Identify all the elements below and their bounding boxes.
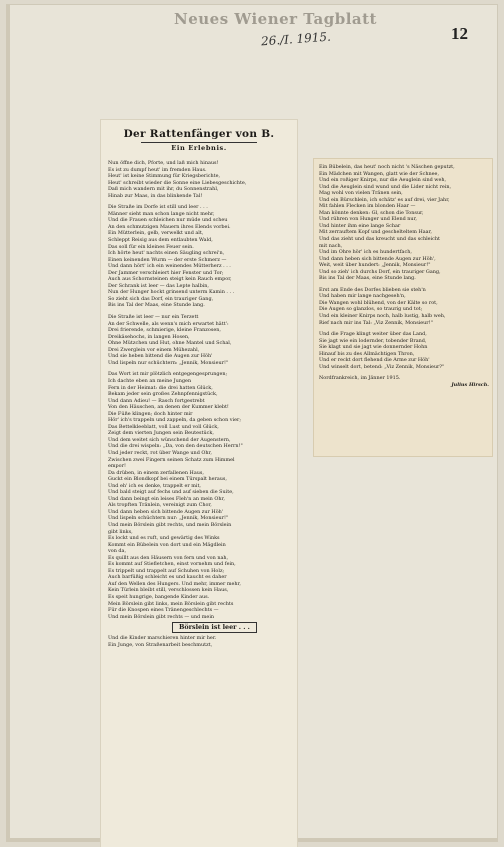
poem-line: Und ein roßiger Knirps, nur die Aeuglein sind weh, — [319, 177, 447, 184]
page-left-edge — [6, 4, 10, 842]
poem-line: Zeigt dem vierten Jungen sein Beutestück, — [108, 430, 214, 437]
poem-line: Mit fahlen Flecken im blonden Haar — — [319, 203, 416, 210]
poem-line: von da, — [108, 548, 127, 555]
poem-line: Und dann beingt ein leises Fleh'n an mein Ohr, — [108, 495, 225, 502]
poem-line: Und dann heben sich bittende Augen zur Höh', — [319, 255, 436, 262]
poem-line: Und eh' ich es denke, trappelt er mit, — [108, 482, 201, 489]
poem-line: Und dem weitet sich wünschend der Augenstern, — [108, 436, 231, 443]
poem-line: Ich dachte eben an meine Jungen — [108, 377, 192, 384]
poem-line: Und rühren von Hunger und Elend nur, — [319, 216, 417, 223]
poem-line: Und bald steigt auf fechs und auf sieben die Suite, — [108, 489, 234, 496]
poem-line: Und im Ohre hör' ich es hundertfach, — [319, 249, 412, 256]
poem-line: Und das zieht und das kreucht und das schleicht — [319, 236, 440, 243]
poem-line: Und dann hört' ich ein weinendes Mütterherz . . . — [108, 263, 231, 270]
poem-line: Erst am Ende des Dorfes blieben sie steh'n — [319, 286, 426, 293]
handwritten-date: 26./I. 1915. — [260, 29, 332, 49]
poem-line: Es lockt und es ruft, und gewärtig des Winks — [108, 535, 220, 542]
poem-line: Und lispeln nur schüchtern: „Jennik, Monsieur!" — [108, 359, 229, 366]
poem-line: Die Straße im Dorfe ist still und leer . . . — [108, 204, 208, 211]
poem-line: Fern in der Heimat: die drei hatten Glück, — [108, 384, 213, 391]
poem-line: Und sie heben bittend die Augen zur Höh' — [108, 353, 213, 360]
clipping-right — [314, 159, 492, 456]
poem-line: Sie klagt und sie jagt wie donnernder Hohn — [319, 344, 428, 351]
poem-line: Und ein kleiner Knirps noch, halb lustig, halb weh, — [319, 313, 446, 320]
poem-line: Und lispeln schüchtern nur: „Jennik, Monsieur!" — [108, 515, 229, 522]
poem-line: Es speit hungrige, bangende Kinder aus. — [108, 594, 210, 600]
poem-line: Bis ins Tal der Maas, eine Stunde lang. — [108, 302, 205, 309]
poem-line: Bis ins Tal der Maas, eine Stunde lang. — [319, 275, 416, 282]
poem-line: Der Jammer verschleiert hier Fenster und Tor; — [108, 269, 224, 276]
poem-line: Und haben mir lange nachgeseh'n, — [319, 293, 406, 300]
place-date-line: Nordfrankreich, im Jänner 1915. — [319, 375, 401, 382]
poem-line: Da drüben, in einem zerfallenen Haus, — [108, 469, 204, 476]
poem-line: Bekam jeder sein großes Zehnpfennigstück, — [108, 391, 218, 398]
author-signature: Julius Hirsch. — [451, 381, 489, 388]
poem-line: Heut' schreibt wieder die Sonne eine Liebesgeschichte, — [108, 179, 247, 186]
poem-line: Daß mich wandern mit ihr, du Sonnenstrahl, — [108, 186, 219, 193]
poem-line: Ein Mütterlein, gelb, verwelkt und alt, — [108, 230, 204, 237]
clipping-left — [101, 120, 297, 847]
poem-line: Und die Frauen schleichen nur müde und scheu — [108, 217, 228, 224]
poem-line: Und jeder reckt, rot über Wange und Ohr, — [108, 449, 212, 456]
poem-line: Ein Mädchen mit Wangen, glatt wie der Schnee, — [319, 170, 439, 177]
poem-line: Und er reckt dort flehend die Arme zur Höh' — [319, 357, 430, 364]
poem-line: Und die Kinder marschieren hinter mir her. — [108, 635, 217, 642]
poem-line: Auch barfüßig schleicht es und kaucht es daher — [108, 574, 227, 581]
poem-line: Die Augen so glanzlos, so traurig und tot; — [319, 306, 423, 313]
poem-line: Und die Aeuglein sind wund und die Lider nicht rein, — [319, 183, 452, 190]
poem-line: Dreikäsehochs, in langen Hosen, — [108, 333, 190, 340]
poem-line: Drei frierende, schmierige, kleine Franzosen, — [108, 327, 221, 334]
poem-line: Als tropften Tränlein, vereinigt zum Chor, — [108, 502, 212, 509]
title-rule — [141, 142, 257, 143]
poem-line: Der Schrank ist leer — das Lepte halbin, — [108, 282, 209, 289]
poem-line: Das Bettelkleeblatt, voll Lust und voll Glück, — [108, 423, 219, 430]
poem-line: Kein Türlein bleibt still, verschlossen kein Haus, — [108, 587, 229, 594]
poem-line: Und dann Adieu! — Rasch fortgestrebt — [108, 397, 205, 404]
poem-line: empor! — [108, 463, 126, 470]
poem-right-column — [319, 164, 489, 389]
poem-line: Weit, weit über hundert: „Jennik, Monsieur!" — [319, 262, 431, 269]
poem-line: Heut' ist keine Stimmung für Kriegsberichte, — [108, 173, 221, 180]
poem-line: Und die drei wispeln: „Da, von den deutschen Herrn!" — [108, 443, 243, 450]
poem-line: Von den Häuschen, an denen der Kummer klebt! — [108, 404, 229, 411]
poem-line: Und dann heben sich bittende Augen zur Höh' — [108, 508, 224, 515]
poem-line: Und ein Bürschlein, ich schätz' es auf drei, vier Jahr, — [319, 196, 450, 203]
poem-line: Die Füße klingen; doch hinter mir — [108, 410, 193, 417]
poem-line: Und die Frage klingt weiter über das Land, — [319, 331, 427, 338]
poem-line: So zieht sich das Dorf, ein trauriger Gang, — [108, 295, 214, 302]
poem-line: Ein Junge, von Straßenarbeit beschmutzt, — [108, 641, 213, 648]
poem-line: Auch aus Schornsteinen steigt kein Rauch empor, — [108, 276, 232, 283]
article-title: Der Rattenfänger von B. — [123, 128, 275, 140]
poem-line: Einen keinenden Wurm — der erste Schmerz — — [108, 256, 227, 263]
newspaper-masthead: Neues Wiener Tagblatt — [174, 10, 377, 28]
poem-line: gibt links, — [108, 528, 133, 535]
poem-line: Guckt ein Blondkopf bei einem Türspalt heraus, — [108, 476, 227, 483]
poem-line: Hinab zur Maas, in das blinkende Tal! — [108, 192, 203, 199]
poem-line: Es ist zu dumpf heut' im fremden Haus. — [108, 166, 207, 173]
poem-line: Es quillt aus den Häusern von fern und von nah, — [108, 554, 229, 561]
poem-line: Mag wohl von vielen Tränen sein, — [319, 190, 403, 197]
poem-line: An den schmutzigen Mauern ihres Elends vorbei. — [108, 223, 231, 230]
poem-line: Und winselt dort, betend: „Viz Zennik, Monsieur?" — [319, 363, 445, 370]
poem-line: Ein Bübelein, das heut' noch nicht 's Näschen geputzt, — [319, 164, 455, 170]
poem-line: Nun öffne dich, Pforte, und laß mich hinaus! — [108, 160, 219, 166]
poem-line: Mit zerrauftem Kopf und geschelteltem Haar, — [319, 229, 432, 236]
poem-line: Und so zieh' ich durchs Dorf, ein trauriger Gang, — [319, 268, 441, 275]
poem-line: Zwischen zwei Fingern seinen Schatz zum Himmel — [108, 456, 235, 463]
poem-line: Und hinter ihm eine lange Schar — [319, 222, 401, 229]
poem-line: Ohne Mützchen und Hut, ohne Mantel und Schal, — [108, 340, 232, 347]
poem-line: Das soll für ein kleines Feuer sein. — [108, 243, 194, 250]
article-subtitle: Ein Erlebnis. — [171, 144, 227, 152]
boxed-refrain: Börslein ist leer . . . — [172, 622, 257, 633]
poem-left-column — [108, 160, 292, 648]
poem-line: Mein Börslein gibt links, mein Börslein gibt rechts — [108, 600, 234, 607]
poem-line: Es trippelt und trappelt auf Schuhen von Holz; — [108, 567, 225, 574]
poem-line: Das Wort ist mir plötzlich entgegengesprungen; — [108, 371, 228, 378]
poem-line: Auf den Wellen des Hungers. Und mehr, immer mehr, — [108, 580, 241, 587]
archive-page — [6, 4, 498, 842]
poem-line: Es kommt auf Stiefletchen, einst vornehm und fein, — [108, 561, 236, 568]
poem-line: Schleppt Reisig aus dem entlaubten Wald, — [108, 237, 213, 244]
page-number: 12 — [451, 24, 468, 43]
poem-line: Hinauf bis zu des Allmächtigen Thron, — [319, 350, 415, 357]
poem-line: Sie jagt wie ein lodernder, tobender Brand, — [319, 337, 427, 344]
poem-line: Ich hörte heut' nachts einen Säugling schrei'n, — [108, 250, 225, 257]
poem-line: Die Straße ist leer — nur ein Terzett — [108, 314, 199, 321]
poem-line: Für die Knospen eines Tränengeschlechts — — [108, 607, 219, 614]
poem-line: Männer sieht man schon lange nicht mehr, — [108, 210, 215, 217]
poem-line: Rief nach mir ins Tal: „Viz Zennik, Monsieur!" — [319, 319, 433, 326]
poem-line: Die Wangen wohl blühend, von der Kälte so rot, — [319, 299, 438, 306]
poem-line: Kommt ein Bübelein von dort und ein Mägdlein — [108, 541, 226, 548]
poem-line: Man könnte denken: Gl, schon die Tonsur, — [319, 209, 424, 216]
poem-line: mit nach, — [319, 242, 343, 249]
poem-line: Und mein Börslein gibt rechts, und mein Börslein — [108, 521, 232, 528]
poem-line: An der Schwelle, als wenn's mich erwartet hätt': — [108, 320, 229, 327]
poem-line: Drei Zwerglein vor einem Mühezahl, — [108, 346, 200, 353]
poem-line: Und mein Börslein gibt rechts — und mein — [108, 613, 215, 620]
poem-line: Nun der Hunger hockt grinsend unterm Kamin . . . — [108, 289, 235, 296]
poem-line: Hör' ich's trappeln und zappeln, da geben schon vier; — [108, 417, 242, 424]
